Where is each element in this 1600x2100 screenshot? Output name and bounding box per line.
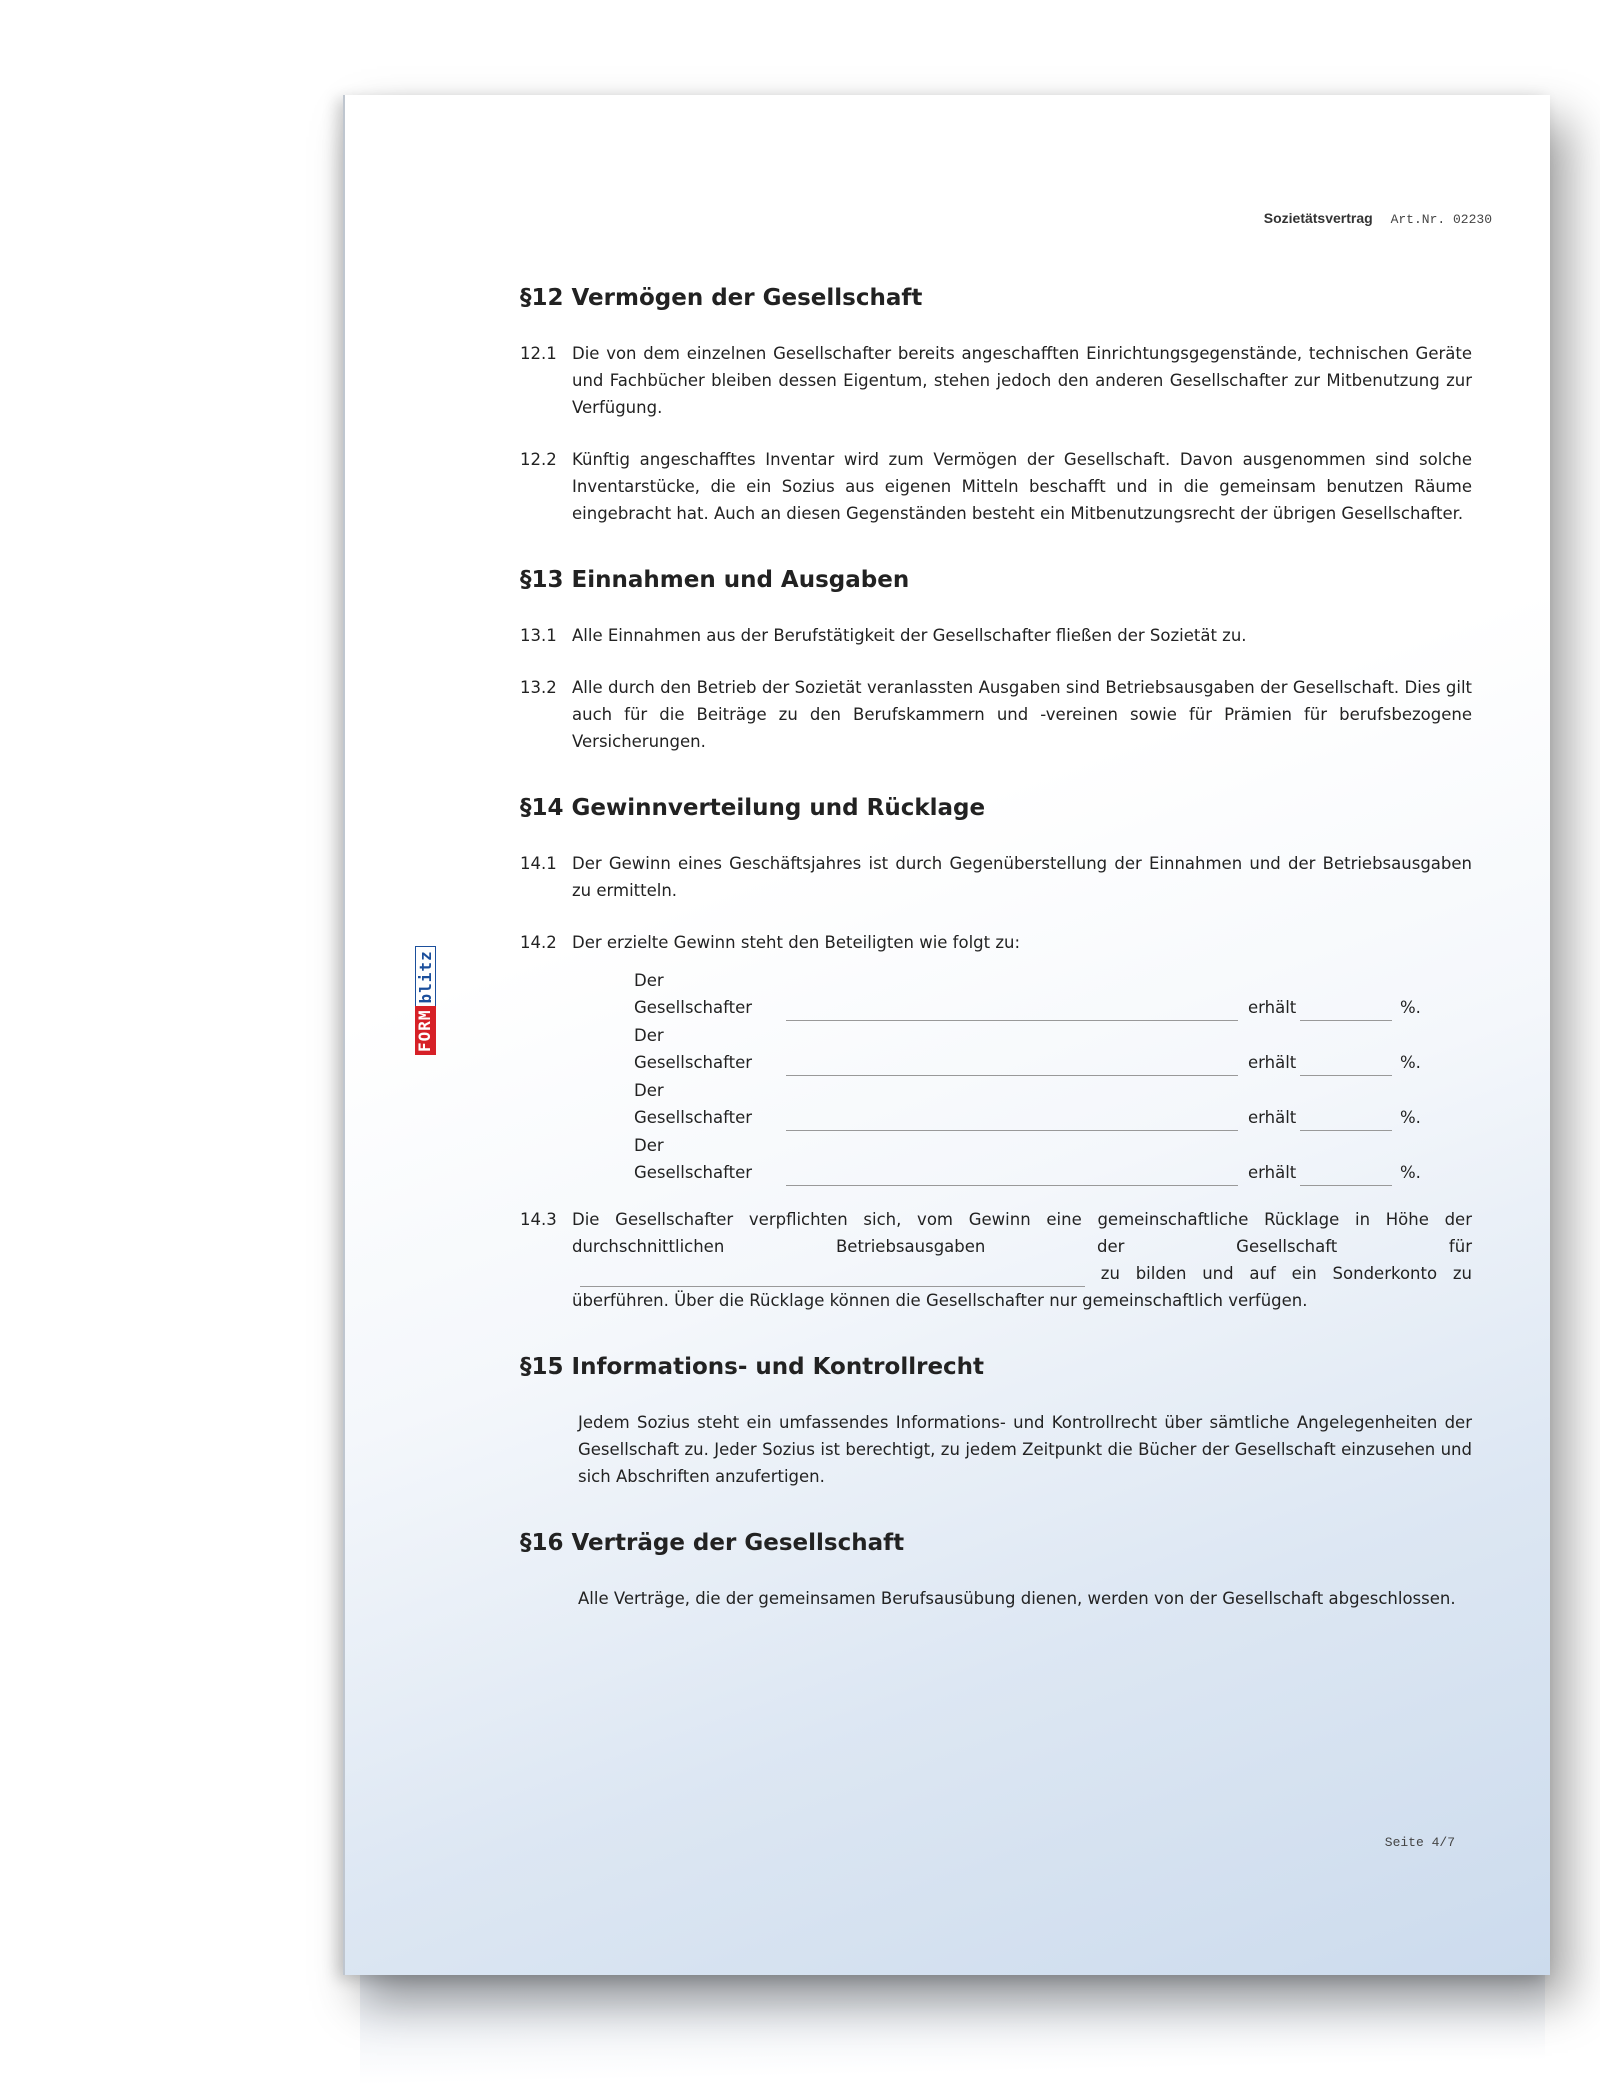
section-heading: §14 Gewinnverteilung und Rücklage [520, 795, 986, 821]
article-number: Art.Nr. 02230 [1390, 212, 1492, 227]
clause-number: 14.2 [520, 933, 557, 952]
clause-text [572, 1206, 1472, 1314]
section-16 [520, 1530, 1472, 1612]
section-15 [520, 1354, 1472, 1490]
section-13 [520, 567, 1472, 755]
shareholder-label: Der Gesellschafter [634, 971, 753, 1017]
clause-text: Künftig angeschafftes Inventar wird zum Vermögen der Gesellschaft. Davon ausgenommen sind solche Inventarstücke, die ein Sozius aus eigenen Mitteln beschafft und in die gemeinsam benutzen Räume eingebracht hat. Auch an diesen Gegenständen besteht ein Mitbenutzungsrecht der übrigen Gesellschafter. [572, 450, 1472, 523]
shareholder-row [634, 1131, 1472, 1186]
document-body [520, 285, 1472, 1652]
clause-12-1 [520, 340, 1472, 421]
section-text: Alle Verträge, die der gemeinsamen Berufsausübung dienen, werden von der Gesellschaft abgeschlossen. [578, 1589, 1456, 1608]
section-12 [520, 285, 1472, 527]
clause-14-3 [520, 1206, 1472, 1314]
clause-text-part-b: zu bilden und auf ein Sonderkonto zu überführen. Über die Rücklage können die Gesellschafter nur gemeinschaftlich verfügen. [572, 1264, 1472, 1310]
share-percent-field[interactable] [1300, 998, 1392, 1021]
clause-number: 14.1 [520, 854, 557, 873]
percent-label: %. [1400, 998, 1421, 1017]
section-14 [520, 795, 1472, 1314]
page-number: Seite 4/7 [1384, 1835, 1455, 1850]
gets-label: erhält [1248, 1108, 1297, 1127]
gets-label: erhält [1248, 998, 1297, 1017]
share-percent-field[interactable] [1300, 1053, 1392, 1076]
gets-label: erhält [1248, 1053, 1297, 1072]
section-heading: §13 Einnahmen und Ausgaben [520, 567, 910, 593]
percent-label: %. [1400, 1053, 1421, 1072]
clause-text: Der Gewinn eines Geschäftsjahres ist durch Gegenüberstellung der Einnahmen und der Betriebsausgaben zu ermitteln. [572, 854, 1472, 900]
clause-number: 13.1 [520, 626, 557, 645]
logo-form: FORM [415, 1006, 436, 1055]
clause-13-2 [520, 674, 1472, 755]
clause-14-1 [520, 850, 1472, 904]
clause-number: 12.2 [520, 450, 557, 469]
shareholder-label: Der Gesellschafter [634, 1136, 753, 1182]
section-heading: §15 Informations- und Kontrollrecht [520, 1354, 985, 1380]
shareholder-label: Der Gesellschafter [634, 1026, 753, 1072]
shareholder-row [634, 1021, 1472, 1076]
shareholder-row [634, 966, 1472, 1021]
formblitz-logo [415, 946, 436, 1055]
shareholder-name-field[interactable] [786, 998, 1238, 1021]
clause-number: 12.1 [520, 344, 557, 363]
shareholder-name-field[interactable] [786, 1108, 1238, 1131]
clause-text: Der erzielte Gewinn steht den Beteiligten wie folgt zu: [572, 933, 1021, 952]
document-page [343, 95, 1550, 1975]
share-percent-field[interactable] [1300, 1108, 1392, 1131]
clause-number: 13.2 [520, 678, 557, 697]
clause-text: Alle Einnahmen aus der Berufstätigkeit der Gesellschafter fließen der Sozietät zu. [572, 626, 1247, 645]
gets-label: erhält [1248, 1163, 1297, 1182]
document-title: Sozietätsvertrag [1263, 210, 1373, 226]
clause-number: 14.3 [520, 1210, 557, 1229]
shareholder-name-field[interactable] [786, 1053, 1238, 1076]
section-heading: §12 Vermögen der Gesellschaft [520, 285, 923, 311]
clause-text: Alle durch den Betrieb der Sozietät veranlassten Ausgaben sind Betriebsausgaben der Gesellschaft. Dies gilt auch für die Beiträge zu den Berufskammern und -vereinen sowie für Prämien für berufsbezogene Versicherungen. [572, 678, 1472, 751]
percent-label: %. [1400, 1108, 1421, 1127]
clause-text-part-a: Die Gesellschafter verpflichten sich, vom Gewinn eine gemeinschaftliche Rücklage in Höhe der durchschnittlichen Betriebsausgaben der Gesellschaft für [572, 1210, 1472, 1256]
shareholder-label: Der Gesellschafter [634, 1081, 753, 1127]
section-text: Jedem Sozius steht ein umfassendes Informations- und Kontrollrecht über sämtliche Angelegenheiten der Gesellschaft zu. Jeder Sozius ist berechtigt, zu jedem Zeitpunkt die Bücher der Gesellschaft einzusehen und sich Abschriften anzufertigen. [578, 1413, 1472, 1486]
percent-label: %. [1400, 1163, 1421, 1182]
reserve-period-field[interactable] [580, 1268, 1085, 1287]
clause-14-2 [520, 929, 1472, 956]
clause-12-2 [520, 446, 1472, 527]
share-percent-field[interactable] [1300, 1163, 1392, 1186]
shareholder-share-list [634, 966, 1472, 1186]
section-heading: §16 Verträge der Gesellschaft [520, 1530, 905, 1556]
shareholder-row [634, 1076, 1472, 1131]
clause-13-1 [520, 622, 1472, 649]
shareholder-name-field[interactable] [786, 1163, 1238, 1186]
page-header [1264, 210, 1492, 227]
logo-blitz: blitz [415, 946, 436, 1006]
clause-text: Die von dem einzelnen Gesellschafter bereits angeschafften Einrichtungsgegenstände, technischen Geräte und Fachbücher bleiben dessen Eigentum, stehen jedoch den anderen Gesellschafter zur Mitbenutzung zur Verfügung. [572, 344, 1472, 417]
